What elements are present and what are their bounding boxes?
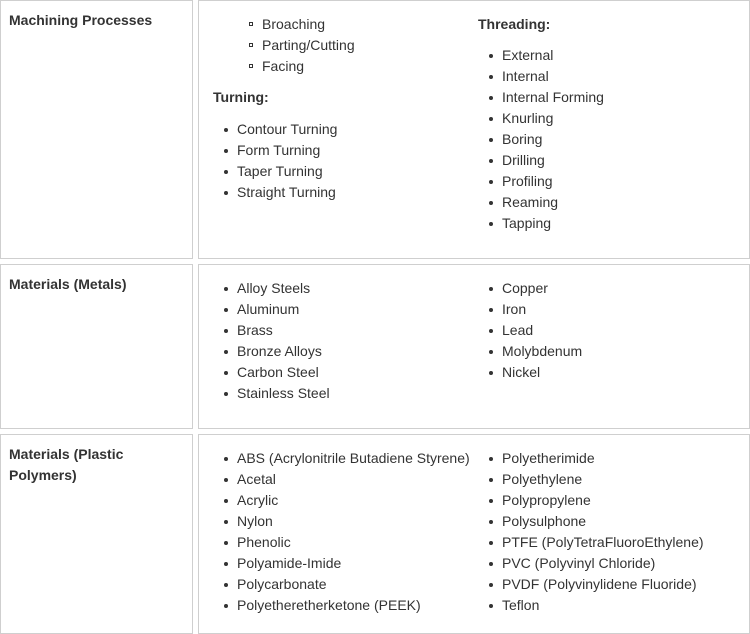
row-content-metals bbox=[198, 264, 750, 429]
list-item: Polyethylene bbox=[464, 469, 744, 490]
list-item: Acetal bbox=[199, 469, 469, 490]
list-item: Brass bbox=[199, 320, 469, 341]
list-item: PVDF (Polyvinylidene Fluoride) bbox=[464, 574, 744, 595]
list-item: Facing bbox=[199, 56, 469, 77]
list-item: Polycarbonate bbox=[199, 574, 469, 595]
list-item: External bbox=[464, 45, 744, 66]
list-item: Internal Forming bbox=[464, 87, 744, 108]
list-item: Boring bbox=[464, 129, 744, 150]
machining-right-column bbox=[464, 14, 744, 234]
list-item: Contour Turning bbox=[199, 119, 469, 140]
row-label-cell-machining bbox=[0, 0, 193, 259]
row-label-cell-metals bbox=[0, 264, 193, 429]
plastics-left-list bbox=[199, 448, 469, 616]
machining-left-column bbox=[199, 14, 469, 203]
list-item: Parting/Cutting bbox=[199, 35, 469, 56]
list-item: Copper bbox=[464, 278, 744, 299]
list-item: Lead bbox=[464, 320, 744, 341]
list-item: Phenolic bbox=[199, 532, 469, 553]
list-item: Polyamide-Imide bbox=[199, 553, 469, 574]
list-item: Polyetheretherketone (PEEK) bbox=[199, 595, 469, 616]
list-item: Straight Turning bbox=[199, 182, 469, 203]
list-item: Polyetherimide bbox=[464, 448, 744, 469]
list-item: Polysulphone bbox=[464, 511, 744, 532]
metals-left-column bbox=[199, 278, 469, 404]
list-item: Polypropylene bbox=[464, 490, 744, 511]
threading-heading: Threading: bbox=[478, 16, 551, 32]
list-item: Teflon bbox=[464, 595, 744, 616]
list-item: Acrylic bbox=[199, 490, 469, 511]
list-item: Profiling bbox=[464, 171, 744, 192]
list-item: Stainless Steel bbox=[199, 383, 469, 404]
plastics-right-column bbox=[464, 448, 744, 616]
list-item: Form Turning bbox=[199, 140, 469, 161]
list-item: Nickel bbox=[464, 362, 744, 383]
list-item: Knurling bbox=[464, 108, 744, 129]
plastics-right-list bbox=[464, 448, 744, 616]
list-item: Alloy Steels bbox=[199, 278, 469, 299]
list-item: Reaming bbox=[464, 192, 744, 213]
list-item: Iron bbox=[464, 299, 744, 320]
metals-right-list bbox=[464, 278, 744, 383]
list-item: Internal bbox=[464, 66, 744, 87]
turning-list bbox=[199, 119, 469, 203]
plastics-left-column bbox=[199, 448, 469, 616]
list-item: Tapping bbox=[464, 213, 744, 234]
list-item: Taper Turning bbox=[199, 161, 469, 182]
list-item: PTFE (PolyTetraFluoroEthylene) bbox=[464, 532, 744, 553]
list-item: Aluminum bbox=[199, 299, 469, 320]
list-item: Molybdenum bbox=[464, 341, 744, 362]
threading-list bbox=[464, 45, 744, 234]
list-item: ABS (Acrylonitrile Butadiene Styrene) bbox=[199, 448, 469, 469]
machining-sub-list bbox=[199, 14, 469, 77]
list-item: Carbon Steel bbox=[199, 362, 469, 383]
row-label-machining: Machining Processes bbox=[9, 12, 153, 28]
row-content-machining bbox=[198, 0, 750, 259]
list-item: Bronze Alloys bbox=[199, 341, 469, 362]
list-item: Broaching bbox=[199, 14, 469, 35]
list-item: Nylon bbox=[199, 511, 469, 532]
turning-heading: Turning: bbox=[213, 89, 269, 105]
list-item: Drilling bbox=[464, 150, 744, 171]
row-label-cell-plastics bbox=[0, 434, 193, 634]
metals-left-list bbox=[199, 278, 469, 404]
metals-right-column bbox=[464, 278, 744, 383]
row-content-plastics bbox=[198, 434, 750, 634]
row-label-plastics: Materials (Plastic Polymers) bbox=[9, 446, 124, 483]
list-item: PVC (Polyvinyl Chloride) bbox=[464, 553, 744, 574]
row-label-metals: Materials (Metals) bbox=[9, 276, 127, 292]
